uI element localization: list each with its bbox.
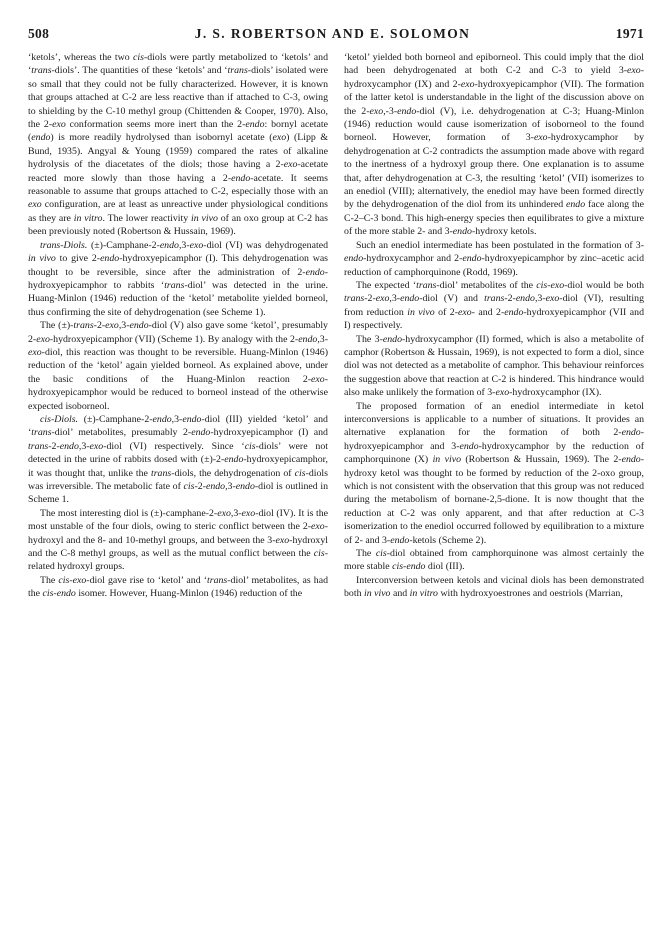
italic-term: cis bbox=[294, 467, 306, 479]
italic-term: endo bbox=[382, 333, 403, 345]
paragraph bbox=[28, 51, 328, 239]
text-run: : bornyl acetate ( bbox=[28, 119, 328, 144]
italic-term: Diols. bbox=[54, 413, 79, 425]
text-run: -2- bbox=[48, 440, 60, 452]
italic-term: exo bbox=[283, 159, 298, 171]
italic-term: in vivo bbox=[363, 588, 391, 600]
text-run: -hydroxyepicamphor, it was thought that, unlike the bbox=[28, 454, 328, 479]
text-run: isomer. However, Huang-Minlon (1946) reduction of the bbox=[75, 588, 303, 600]
text-run: -hydroxy ketols. bbox=[471, 226, 537, 238]
italic-term: trans bbox=[344, 293, 365, 305]
text-run: -hydroxyl and the 8- and 10-methyl groups, and between the 3- bbox=[28, 521, 328, 546]
text-run: -hydroxyepicamphor (VII and I) respectively. bbox=[344, 306, 644, 332]
text-run: -hydroxycamphor and 2- bbox=[363, 253, 463, 265]
text-run: (Robertson & Hussain, 1969). The 2- bbox=[461, 454, 622, 466]
text-run: -hydroxy ketol was thought to be formed by reduction of the 2-oxo group, which is not consistent with the observation that this group was not reduced during the metabolism of bornane-2,5-dione. It is now thought that the reduction at C-2 was only apparent, and that after reduction at C-3 isomerization to the enediol occurred followed by equilibration to a mixture of 2- and 3- bbox=[344, 454, 644, 546]
text-run: -diols, the dehydrogenation of bbox=[171, 467, 295, 479]
italic-term: endo bbox=[31, 132, 51, 144]
text-run: ,3- bbox=[78, 440, 90, 452]
running-title: J. S. ROBERTSON AND E. SOLOMON bbox=[194, 26, 471, 41]
page-number: 508 bbox=[28, 26, 50, 41]
italic-term: endo bbox=[344, 253, 364, 265]
paragraph bbox=[344, 400, 644, 547]
paragraph bbox=[344, 279, 644, 333]
italic-term: endo bbox=[129, 320, 149, 332]
text-run: -2- bbox=[194, 481, 206, 492]
italic-term: endo bbox=[397, 105, 417, 117]
text-run: - bbox=[60, 239, 64, 251]
italic-term: trans bbox=[31, 427, 52, 439]
text-run: The most interesting diol is (±)-camphane-2- bbox=[40, 507, 218, 519]
text-run: ,3- bbox=[389, 293, 401, 305]
italic-term: endo bbox=[305, 266, 325, 278]
text-run: -diols were partly metabolized to ‘ketols’ and ‘ bbox=[28, 52, 328, 77]
italic-term: endo bbox=[515, 293, 535, 305]
italic-term: exo bbox=[545, 293, 560, 305]
text-run: -hydroxyepicamphor (I) and bbox=[210, 427, 328, 439]
italic-term: cis-endo bbox=[42, 588, 76, 600]
text-run: Such an enediol intermediate has been postulated in the formation of 3- bbox=[356, 239, 644, 251]
text-run: of 2- bbox=[434, 306, 458, 318]
text-run: -hydroxyepicamphor (VII). The formation of the latter ketol is understandable in the light of the discussion above on the 2- bbox=[344, 78, 644, 117]
text-run: -diol is outlined in Scheme 1. bbox=[28, 481, 329, 506]
italic-term: endo bbox=[566, 199, 586, 211]
italic-term: endo bbox=[462, 253, 482, 265]
italic-term: cis bbox=[244, 440, 256, 452]
text-run: ,-3- bbox=[383, 105, 398, 117]
italic-term: endo bbox=[191, 427, 211, 439]
italic-term: endo bbox=[452, 226, 472, 238]
italic-term: cis bbox=[375, 548, 387, 560]
running-header bbox=[28, 26, 644, 42]
text-run: -hydroxyl and the C-8 methyl groups, as well as the mutual conflict between the bbox=[28, 534, 328, 560]
text-run: ,3- bbox=[534, 293, 546, 305]
italic-term: endo bbox=[182, 413, 202, 425]
italic-term: endo bbox=[298, 333, 318, 345]
text-run: -hydroxyepicamphor to rabbits ‘ bbox=[28, 266, 328, 291]
italic-term: endo bbox=[205, 481, 226, 492]
italic-term: trans bbox=[150, 467, 172, 479]
text-run: diol (III). bbox=[425, 561, 465, 573]
text-run: ,3- bbox=[118, 320, 130, 332]
italic-term: endo bbox=[59, 440, 79, 452]
italic-term: exo bbox=[52, 119, 66, 131]
paragraph bbox=[344, 574, 644, 601]
italic-term: in vivo bbox=[28, 253, 56, 265]
paragraph bbox=[28, 507, 328, 574]
text-run: -hydroxycamphor by dehydrogenation at C-2 contradicts the assumption made above with regard to the inertness of a hydroxyl group there. One explanation is to assume that, after dehydrogenation at C-3, the resulting ‘ketol’ (VII) isomerizes to an enediol (VIII); alternatively, the enediol may have been formed directly by the dehydrogenation of the diol from its unhindered bbox=[344, 132, 644, 211]
italic-term: endo bbox=[400, 293, 420, 305]
italic-term: cis bbox=[40, 413, 51, 425]
text-run: -diols’. The quantities of these ‘ketols’ and ‘ bbox=[51, 65, 228, 77]
text-run: - and 2- bbox=[471, 306, 505, 318]
italic-term: trans bbox=[207, 574, 228, 586]
text-run: (±)-Camphane-2- bbox=[87, 239, 160, 251]
text-run: The proposed formation of an enediol intermediate in ketol interconversions is applicable to a number of situations. It provides an alternative explanation for the formation of both 2- bbox=[344, 400, 644, 439]
italic-term: trans bbox=[31, 65, 52, 77]
text-run: -diol (III) yielded ‘ketol’ and ‘ bbox=[28, 413, 328, 439]
text-run: -acetate. It seems reasonable to assume that groups attached to C-2, especially those with an bbox=[28, 172, 328, 198]
italic-term: trans bbox=[227, 65, 248, 77]
text-run: -diol obtained from camphorquinone was almost certainly the more stable bbox=[344, 548, 644, 573]
text-run: ,3- bbox=[230, 507, 242, 519]
italic-term: exo bbox=[275, 534, 290, 546]
italic-term: in vivo bbox=[407, 306, 435, 318]
left-column bbox=[28, 51, 328, 601]
text-run: -related hydroxyl groups. bbox=[28, 548, 328, 573]
text-run: -hydroxyepicamphor would be reduced to borneol instead of the otherwise expected isoborneol. bbox=[28, 373, 328, 412]
text-run: -diol gave rise to ‘ketol’ and ‘ bbox=[86, 574, 208, 586]
text-run: -hydroxyepicamphor (VII) (Scheme 1). By analogy with the 2- bbox=[49, 333, 299, 345]
italic-term: endo bbox=[231, 172, 251, 184]
italic-term: exo bbox=[272, 132, 287, 144]
paragraph bbox=[344, 547, 644, 574]
italic-term: exo bbox=[241, 507, 256, 519]
text-run: configuration, are at least as unreactive under physiological conditions as they are bbox=[28, 199, 328, 224]
italic-term: exo bbox=[28, 199, 42, 211]
text-run: Interconversion between ketols and vicinal diols has been demonstrated both bbox=[344, 574, 644, 600]
italic-term: in vitro bbox=[73, 212, 103, 224]
text-run: -acetate reacted more slowly than those having a 2- bbox=[28, 159, 328, 184]
text-run: to give 2- bbox=[55, 253, 101, 265]
italic-term: endo bbox=[224, 454, 244, 466]
italic-term: endo bbox=[159, 239, 179, 251]
text-run: -diol (VI) respectively. Since ‘ bbox=[103, 440, 245, 452]
text-run: -2- bbox=[93, 320, 106, 332]
italic-term: trans bbox=[484, 293, 505, 305]
text-run: -diol’ metabolites, presumably 2- bbox=[51, 427, 192, 439]
italic-term: exo bbox=[627, 65, 641, 77]
text-run: -diols was irreversible. The metabolic fate of bbox=[28, 467, 328, 492]
text-run: (±)-Camphane-2- bbox=[78, 413, 153, 425]
italic-term: exo bbox=[28, 346, 42, 358]
italic-term: exo bbox=[458, 306, 472, 318]
publication-year: 1971 bbox=[615, 26, 644, 41]
two-column-body bbox=[28, 51, 644, 601]
italic-term: exo bbox=[533, 132, 548, 144]
italic-term: Diols. bbox=[63, 239, 88, 251]
paragraph bbox=[344, 239, 644, 279]
italic-term: trans bbox=[416, 279, 437, 291]
italic-term: endo bbox=[621, 427, 641, 439]
italic-term: trans bbox=[40, 239, 61, 251]
italic-term: exo bbox=[105, 320, 119, 332]
paragraph bbox=[344, 333, 644, 400]
italic-term: exo bbox=[369, 105, 384, 117]
italic-term: exo bbox=[89, 440, 104, 452]
text-run: -diol (VI), resulting from reduction bbox=[344, 293, 644, 318]
paragraph bbox=[28, 574, 328, 601]
italic-term: in vivo bbox=[190, 212, 218, 224]
italic-term: exo bbox=[189, 239, 204, 251]
text-run: -ketols (Scheme 2). bbox=[409, 534, 487, 546]
text-run: with hydroxyoestrones and oestriols (Marrian, bbox=[437, 588, 623, 600]
italic-term: trans bbox=[28, 440, 49, 452]
italic-term: cis-endo bbox=[392, 561, 426, 573]
paragraph bbox=[28, 413, 328, 507]
italic-term: in vitro bbox=[409, 588, 438, 600]
text-run: -hydroxyepicamphor and 3- bbox=[344, 427, 644, 452]
italic-term: exo bbox=[311, 521, 325, 533]
text-run: ,3- bbox=[317, 333, 328, 345]
text-run: -hydroxycamphor (IX) and 2- bbox=[344, 65, 644, 90]
text-run: ,3- bbox=[171, 413, 183, 425]
text-run: The bbox=[356, 548, 376, 560]
italic-term: exo bbox=[375, 293, 390, 305]
text-run: ) (Lipp & Bund, 1935). Angyal & Young (1959) compared the rates of alkaline hydrolysis of the diacetates of the diols; those having a 2- bbox=[28, 132, 329, 171]
text-run: -diol (VI) was dehydrogenated bbox=[203, 239, 328, 251]
italic-term: exo bbox=[217, 507, 231, 519]
italic-term: in vivo bbox=[432, 454, 461, 466]
italic-term: endo bbox=[100, 253, 120, 265]
paragraph bbox=[28, 239, 328, 319]
text-run: and bbox=[390, 588, 410, 600]
text-run: -diol (V) and bbox=[419, 293, 485, 305]
italic-term: endo bbox=[390, 534, 410, 546]
text-run: ‘ketols’, whereas the two bbox=[28, 52, 134, 63]
text-run: ‘ketol’ yielded both borneol and epiborneol. This could imply that the diol had been dehydrogenated at both C-2 and C-3 to yield 3- bbox=[344, 52, 644, 77]
paragraph bbox=[28, 319, 328, 413]
italic-term: cis-exo bbox=[536, 279, 565, 291]
right-column bbox=[344, 51, 644, 601]
italic-term: cis bbox=[183, 481, 195, 492]
text-run: The bbox=[40, 574, 59, 586]
italic-term: exo bbox=[36, 333, 50, 345]
italic-term: cis bbox=[313, 548, 325, 560]
text-run: conformation seems more inert than the 2- bbox=[65, 119, 246, 131]
text-run: - bbox=[50, 413, 55, 425]
text-run: -2- bbox=[504, 293, 516, 305]
text-run: The 3- bbox=[356, 333, 383, 345]
italic-term: endo bbox=[621, 454, 641, 466]
text-run: ) is more readily hydrolysed than isobornyl acetate ( bbox=[50, 132, 273, 144]
italic-term: exo bbox=[495, 387, 510, 399]
text-run: -hydroxycamphor (II) formed, which is also a metabolite of camphor (Robertson & Hussain, 1969), is not expected to form a diol, since diol was not detected as a metabolite of camphor. This behaviour reinforces the suggestion above that reaction at C-2 is hindered. This hindrance would also make unlikely the formation of 3- bbox=[344, 333, 645, 399]
paragraph bbox=[344, 51, 644, 239]
text-run: ,3- bbox=[225, 481, 236, 492]
text-run: of an oxo group at C-2 has been previously noted (Robertson & Hussain, 1969). bbox=[28, 212, 329, 238]
italic-term: exo bbox=[460, 78, 475, 90]
italic-term: trans bbox=[73, 320, 94, 332]
text-run: -diols’ isolated were so small that they could not be fully characterized. However, it is known that groups attached at C-2 are less reactive than if attached to C-3, owing to shielding by the C-10 methyl group (Chittenden & Cooper, 1970). Also, the 2- bbox=[28, 65, 328, 131]
text-run: -diol’ metabolites of the bbox=[436, 279, 537, 291]
text-run: -diol (V) also gave some ‘ketol’, presumably 2- bbox=[28, 320, 328, 345]
italic-term: cis-exo bbox=[58, 574, 87, 586]
text-run: -hydroxycamphor by the reduction of camphorquinone (X) bbox=[344, 440, 644, 466]
text-run: -diol (IV). It is the most unstable of the four diols, owing to steric conflict between the 2- bbox=[28, 507, 328, 533]
text-run: -2- bbox=[364, 293, 376, 305]
italic-term: trans bbox=[164, 279, 185, 291]
text-run: ,3- bbox=[178, 239, 190, 251]
text-run: -diol would be both bbox=[564, 279, 645, 291]
text-run: The expected ‘ bbox=[356, 279, 417, 291]
text-run: -hydroxyepicamphor (I). This dehydrogenation was thought to be reversible, since after the administration of 2- bbox=[28, 253, 329, 278]
text-run: -hydroxyepicamphor by zinc–acetic acid reduction of camphorquinone (Rodd, 1969). bbox=[344, 253, 644, 278]
text-run: face along the C-2–C-3 bond. This high-energy species then equilibrates to give a mixture of the more stable 2- and 3- bbox=[344, 199, 644, 238]
text-run: . The lower reactivity bbox=[102, 212, 191, 224]
italic-term: endo bbox=[245, 119, 265, 131]
italic-term: endo bbox=[152, 413, 172, 425]
text-run: -diol’ was detected in the urine. Huang-Minlon (1946) reduction of the ‘ketol’ metabolite yielded borneol, thus confirming the site of dehydrogenation (see Scheme 1). bbox=[28, 279, 328, 318]
text-run: -diol, this reaction was thought to be reversible. Huang-Minlon (1946) reduction of the ‘ketol’ again yielded borneol. As explained above, under the basic conditions of the Huang-Minlon reaction 2- bbox=[28, 346, 328, 385]
italic-term: cis bbox=[133, 52, 144, 63]
italic-term: exo bbox=[311, 373, 325, 385]
italic-term: endo bbox=[504, 306, 524, 318]
text-run: -diol’ metabolites, as had the bbox=[28, 574, 328, 600]
italic-term: endo bbox=[459, 440, 479, 452]
text-run: -hydroxycamphor (IX). bbox=[509, 387, 602, 399]
text-run: The (±)- bbox=[40, 320, 74, 332]
text-run: -diols’ were not detected in the urine of rabbits dosed with (±)-2- bbox=[28, 440, 328, 466]
italic-term: endo bbox=[235, 481, 255, 492]
text-run: -diol (V), i.e. dehydrogenation at C-3; Huang-Minlon (1946) reduction would cause isomerization of isoborneol to the found borneol. However, formation of 3- bbox=[344, 105, 644, 144]
